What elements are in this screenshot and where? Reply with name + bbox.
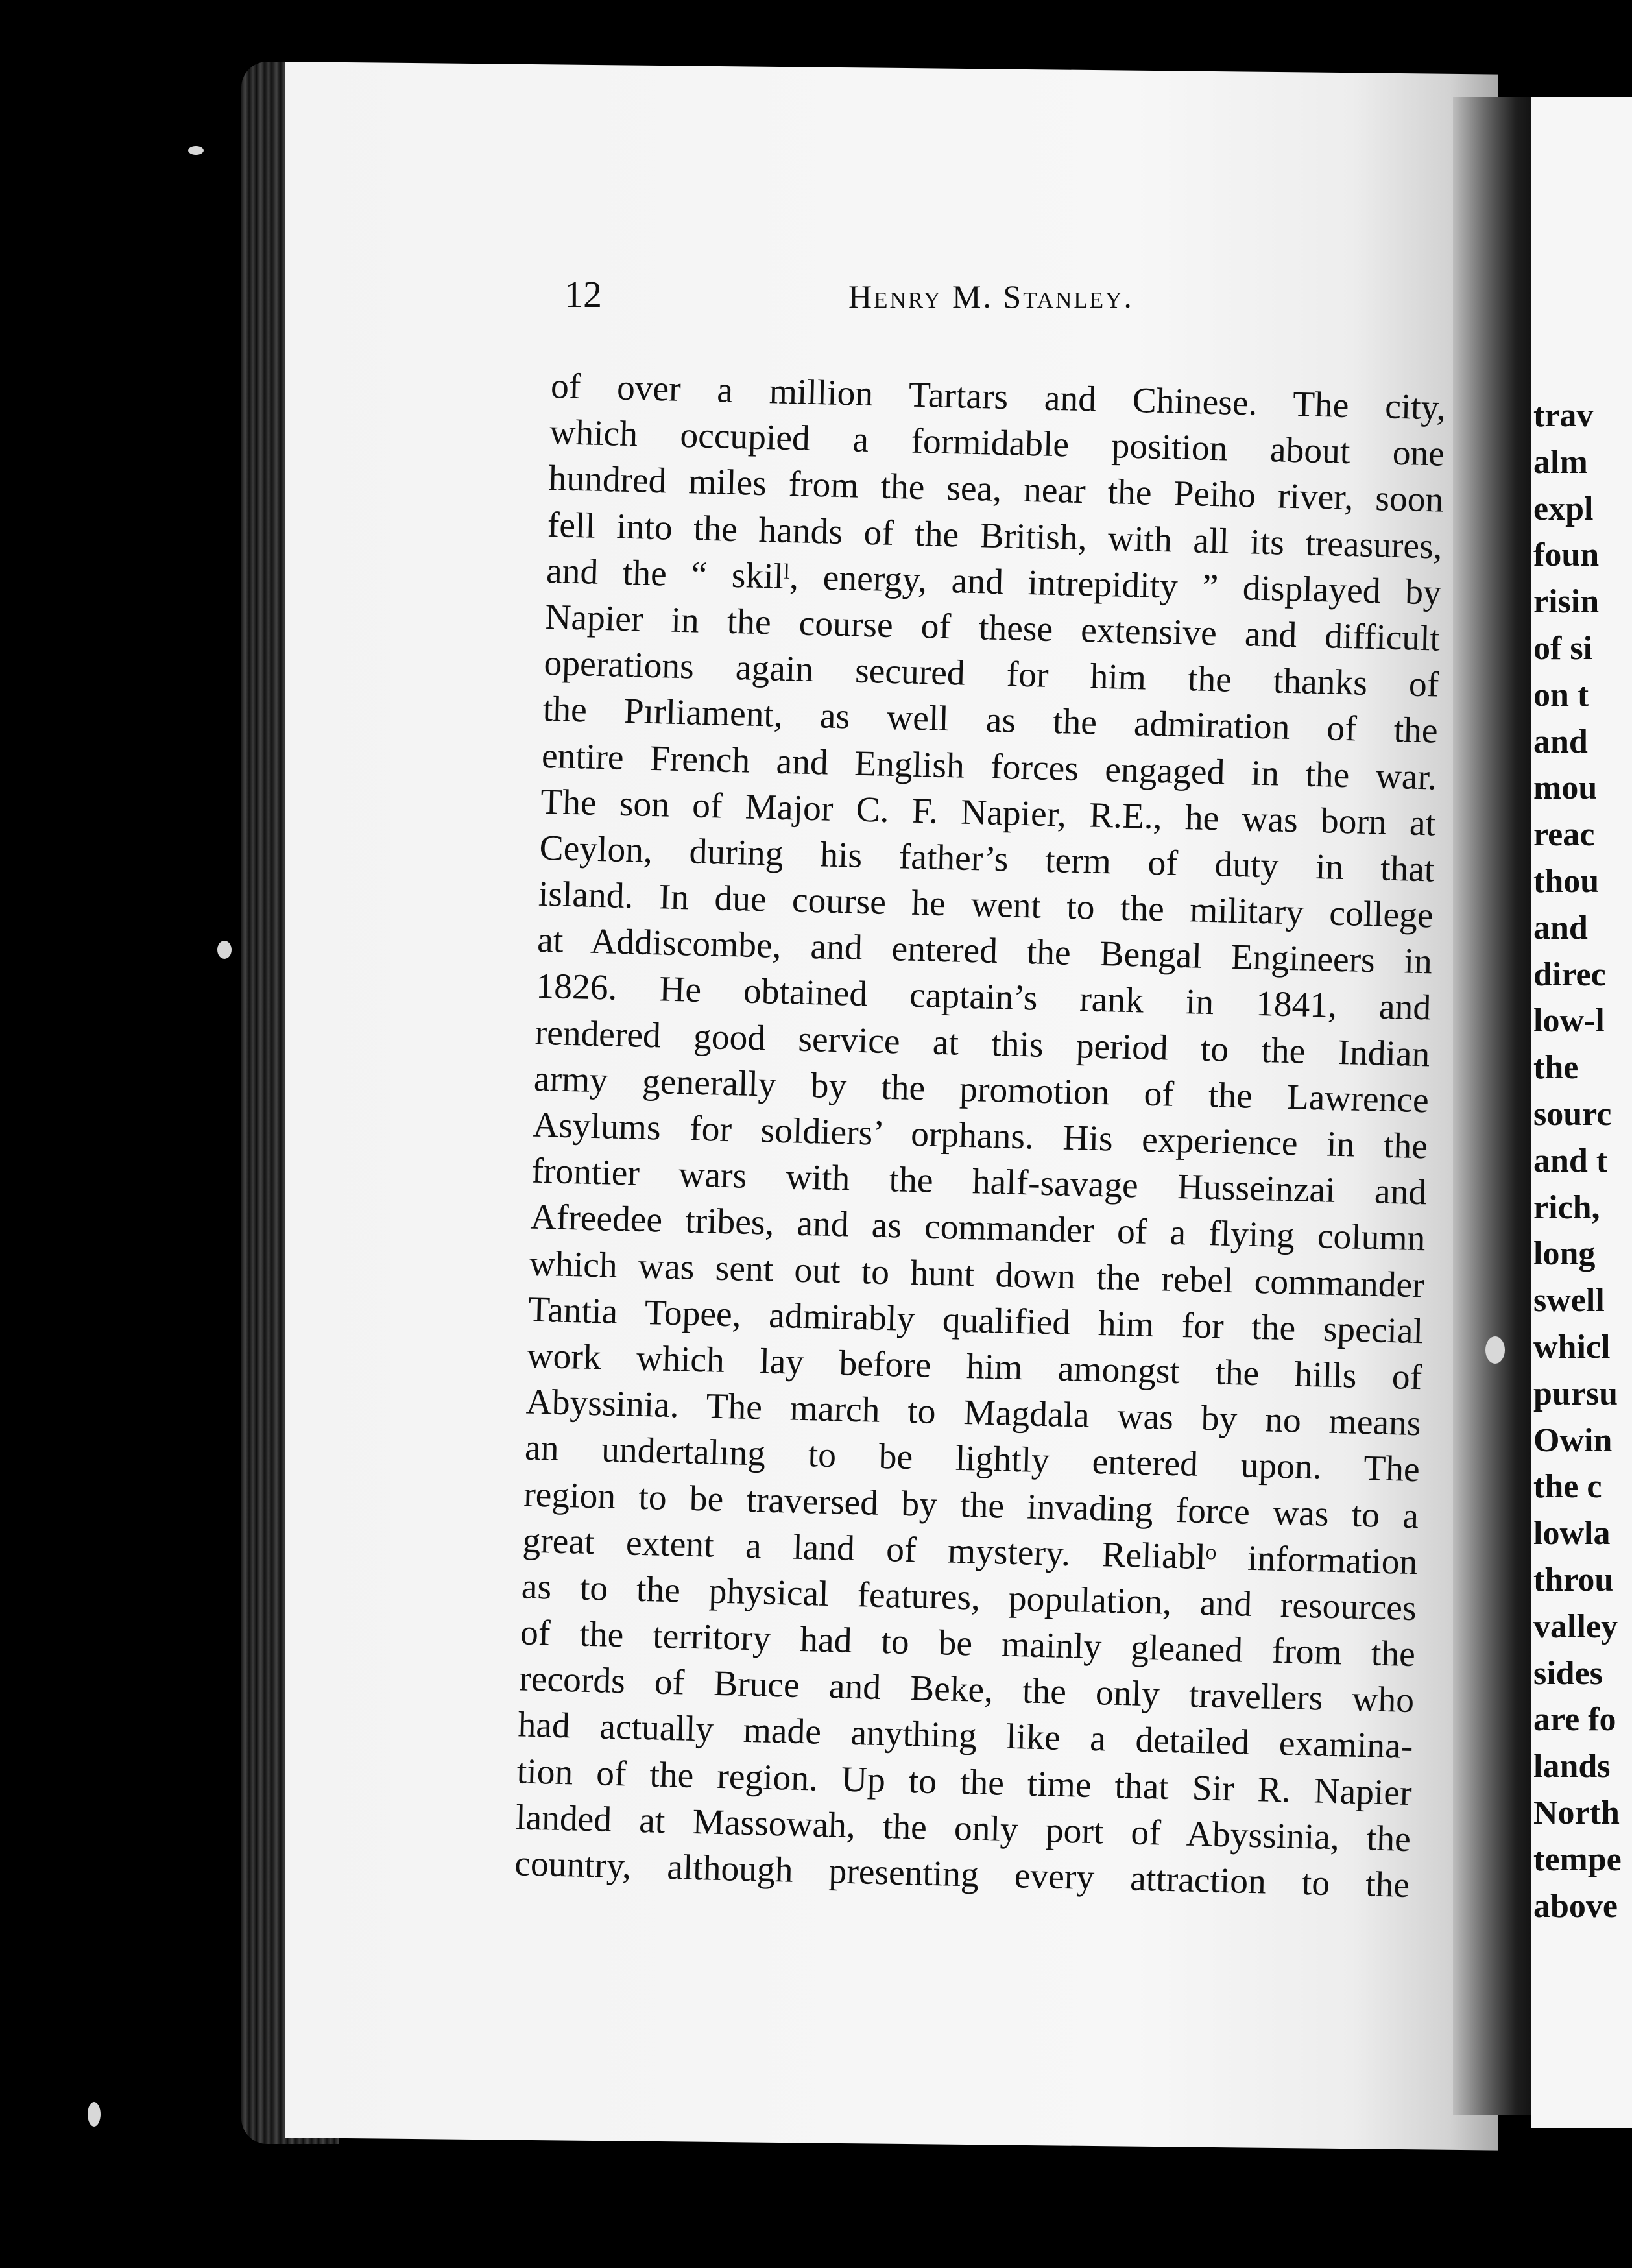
facing-page-line: alm xyxy=(1533,443,1588,481)
facing-page-line: low-l xyxy=(1533,1002,1605,1040)
text-line: work which lay before him amongst the hills of xyxy=(526,1336,1422,1398)
text-line: hundred miles from the sea, near the Peiho river, soon xyxy=(547,459,1444,521)
text-line: tion of the region. Up to the time that Sir R. Napier xyxy=(516,1751,1413,1813)
text-line: Ceylon, during his father’s term of duty in that xyxy=(538,828,1435,890)
facing-page-line: throu xyxy=(1533,1561,1614,1598)
text-line: army generally by the promotion of the Lawrence xyxy=(533,1059,1430,1121)
text-line: as to the physical features, population, and resources xyxy=(521,1567,1417,1629)
text-line: the Pırliament, as well as the admiration of the xyxy=(542,690,1439,751)
facing-page-line: whicl xyxy=(1533,1328,1611,1366)
text-line: which occupied a formidable position about one xyxy=(549,413,1445,474)
text-line: operations again secured for him the thanks of xyxy=(543,643,1440,705)
text-line: and the “ skilˡ, energy, and intrepidity ” displayed by xyxy=(546,551,1442,613)
text-line: island. In due course he went to the military college xyxy=(538,874,1434,936)
facing-page-line: direc xyxy=(1533,956,1606,993)
facing-page-line: pursu xyxy=(1533,1375,1618,1412)
book-gutter xyxy=(1453,97,1544,2115)
text-line: The son of Major C. F. Napier, R.E., he was born at xyxy=(540,782,1436,844)
text-line: records of Bruce and Beke, the only travellers who xyxy=(518,1659,1415,1721)
body-text xyxy=(514,363,1446,1909)
text-line: region to be traversed by the invading force was to a xyxy=(523,1474,1419,1536)
text-line: entire French and English forces engaged in the war. xyxy=(541,736,1437,798)
facing-page-line: trav xyxy=(1533,397,1594,434)
running-head xyxy=(564,272,1219,324)
facing-page-line: and xyxy=(1533,909,1588,947)
facing-page-line: swell xyxy=(1533,1282,1605,1320)
facing-page-line: thou xyxy=(1533,862,1600,900)
text-line: Afreedee tribes, and as commander of a flying column xyxy=(530,1197,1426,1259)
facing-page-line: and t xyxy=(1533,1142,1608,1179)
text-line: fell into the hands of the British, with all its treasures, xyxy=(547,505,1443,567)
facing-page-line: the c xyxy=(1533,1468,1602,1506)
text-line: which was sent out to hunt down the rebel commander xyxy=(529,1244,1425,1305)
facing-page-line: above xyxy=(1533,1887,1618,1925)
facing-page-line: reac xyxy=(1533,816,1595,854)
text-line: Asylums for soldiers’ orphans. His experience in the xyxy=(532,1105,1428,1167)
facing-page-line: mou xyxy=(1533,769,1598,807)
facing-page-line: of si xyxy=(1533,629,1592,667)
facing-page-line: rich, xyxy=(1533,1188,1600,1226)
text-line: an undertalıng to be lightly entered upon. The xyxy=(524,1428,1421,1490)
text-line: landed at Massowah, the only port of Abyssinia, the xyxy=(515,1798,1411,1859)
running-title: Henry M. Stanley. xyxy=(848,278,1134,315)
facing-page-line: sides xyxy=(1533,1654,1603,1692)
text-line: frontier wars with the half-savage Husseinzai and xyxy=(531,1151,1427,1213)
dust-speck xyxy=(188,146,204,155)
text-line: country, although presenting every attraction to the xyxy=(514,1844,1410,1906)
text-line: at Addiscombe, and entered the Bengal Engineers in xyxy=(536,920,1433,982)
text-line: 1826. He obtained captain’s rank in 1841, and xyxy=(535,967,1432,1028)
text-line: had actually made anything like a detailed examina- xyxy=(517,1705,1414,1767)
text-line: of the territory had to be mainly gleaned from the xyxy=(520,1613,1416,1675)
text-line: Napier in the course of these extensive and difficult xyxy=(544,597,1441,659)
page-number: 12 xyxy=(564,273,602,315)
dust-speck xyxy=(1485,1336,1505,1364)
dust-speck xyxy=(217,941,232,959)
facing-page-line: tempe xyxy=(1533,1840,1622,1878)
dust-speck xyxy=(88,2102,101,2127)
facing-page-line: valley xyxy=(1533,1608,1618,1645)
text-line: great extent a land of mystery. Reliablᵒ information xyxy=(522,1521,1418,1582)
facing-page-line: long xyxy=(1533,1235,1596,1273)
facing-page-line: on t xyxy=(1533,676,1589,714)
facing-page-line: risin xyxy=(1533,583,1600,621)
text-line: of over a million Tartars and Chinese. The city, xyxy=(550,366,1446,428)
facing-page-text xyxy=(1533,392,1632,1929)
facing-page-line: are fo xyxy=(1533,1701,1616,1739)
facing-page-line: the xyxy=(1533,1049,1579,1087)
text-line: Tantia Topee, admirably qualified him for the special xyxy=(527,1290,1424,1352)
facing-page-line: expl xyxy=(1533,490,1594,527)
facing-page-line: lowla xyxy=(1533,1515,1611,1552)
facing-page-line: North xyxy=(1533,1794,1620,1831)
text-line: rendered good service at this period to the Indian xyxy=(534,1013,1431,1075)
facing-page-line: lands xyxy=(1533,1748,1611,1785)
text-line: Abyssinia. The march to Magdala was by no means xyxy=(525,1382,1422,1444)
facing-page-line: Owin xyxy=(1533,1421,1613,1459)
facing-page-line: and xyxy=(1533,723,1588,760)
facing-page-line: sourc xyxy=(1533,1095,1612,1133)
facing-page-line: foun xyxy=(1533,537,1600,574)
